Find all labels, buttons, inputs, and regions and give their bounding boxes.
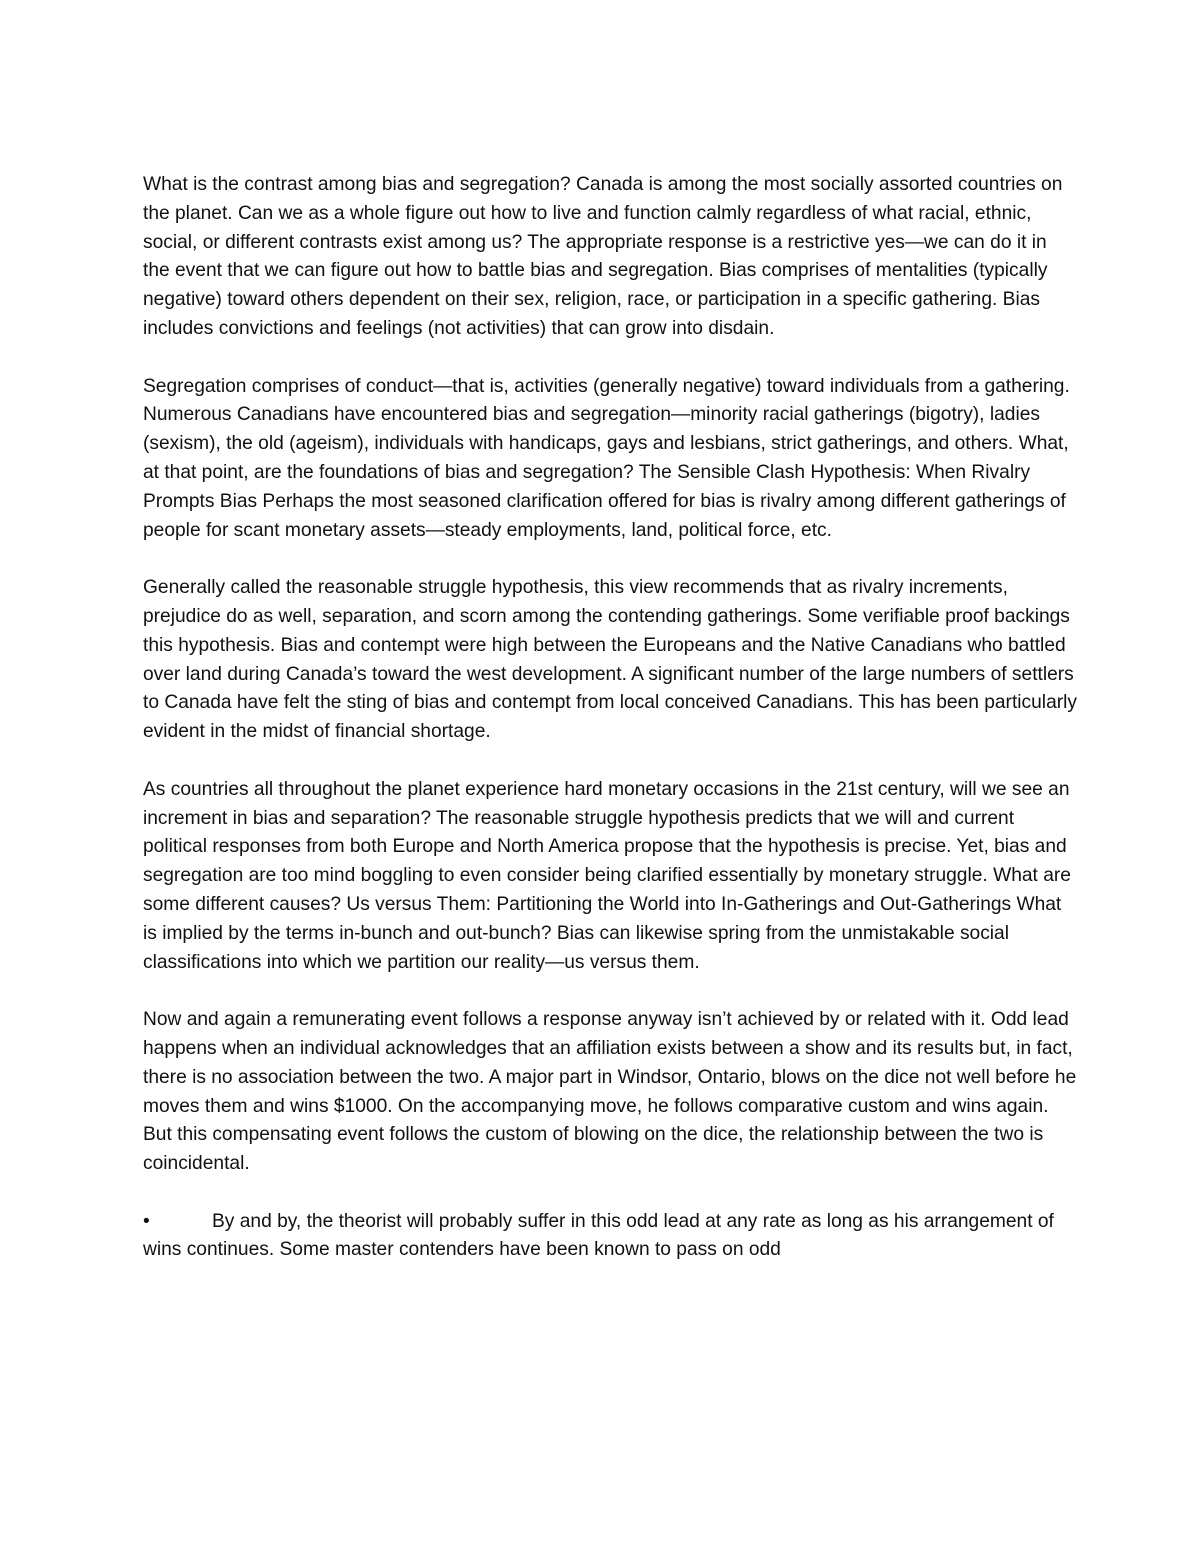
paragraph-5: Now and again a remunerating event follows a response anyway isn’t achieved by or related with it. Odd lead happens when an individual acknowledges that an affiliation exists between a show and its results but, in fact, there is no association between the two. A major part in Windsor, Ontario, blows on the dice not well before he moves them and wins $1000. On the accompanying move, he follows comparative custom and wins again. But this compensating event follows the custom of blowing on the dice, the relationship between the two is coincidental.	[143, 1009, 1077, 1175]
paragraph-3: Generally called the reasonable struggle hypothesis, this view recommends that as rivalry increments, prejudice do as well, separation, and scorn among the contending gatherings. Some verifiable proof backings this hypothesis. Bias and contempt were high between the Europeans and the Native Canadians who battled over land during Canada’s toward the west development. A significant number of the large numbers of settlers to Canada have felt the sting of bias and contempt from local conceived Canadians. This has been particularly evident in the midst of financial shortage.	[143, 577, 1077, 743]
paragraph-4: As countries all throughout the planet experience hard monetary occasions in the 21st century, will we see an increment in bias and separation? The reasonable struggle hypothesis predicts that we will and current political responses from both Europe and North America propose that the hypothesis is precise. Yet, bias and segregation are too mind boggling to even consider being clarified essentially by monetary struggle. What are some different causes? Us versus Them: Partitioning the World into In-Gatherings and Out-Gatherings What is implied by the terms in-bunch and out-bunch? Bias can likewise spring from the unmistakable social classifications into which we partition our reality—us versus them.	[143, 778, 1071, 973]
bullet-icon: •	[143, 1210, 150, 1232]
bullet-item	[143, 1208, 1078, 1266]
document-body	[143, 171, 1078, 1265]
paragraph-2: Segregation comprises of conduct—that is, activities (generally negative) toward individuals from a gathering. Numerous Canadians have encountered bias and segregation—minority racial gatherings (bigotry), ladies (sexism), the old (ageism), individuals with handicaps, gays and lesbians, strict gatherings, and others. What, at that point, are the foundations of bias and segregation? The Sensible Clash Hypothesis: When Rivalry Prompts Bias Perhaps the most seasoned clarification offered for bias is rivalry among different gatherings of people for scant monetary assets—steady employments, land, political force, etc.	[143, 375, 1070, 541]
bullet-text: By and by, the theorist will probably suffer in this odd lead at any rate as long as his arrangement of wins continues. Some master contenders have been known to pass on odd	[143, 1210, 1054, 1261]
paragraph-1: What is the contrast among bias and segregation? Canada is among the most socially assorted countries on the planet. Can we as a whole figure out how to live and function calmly regardless of what racial, ethnic, social, or different contrasts exist among us? The appropriate response is a restrictive yes—we can do it in the event that we can figure out how to battle bias and segregation. Bias comprises of mentalities (typically negative) toward others dependent on their sex, religion, race, or participation in a specific gathering. Bias includes convictions and feelings (not activities) that can grow into disdain.	[143, 174, 1063, 339]
